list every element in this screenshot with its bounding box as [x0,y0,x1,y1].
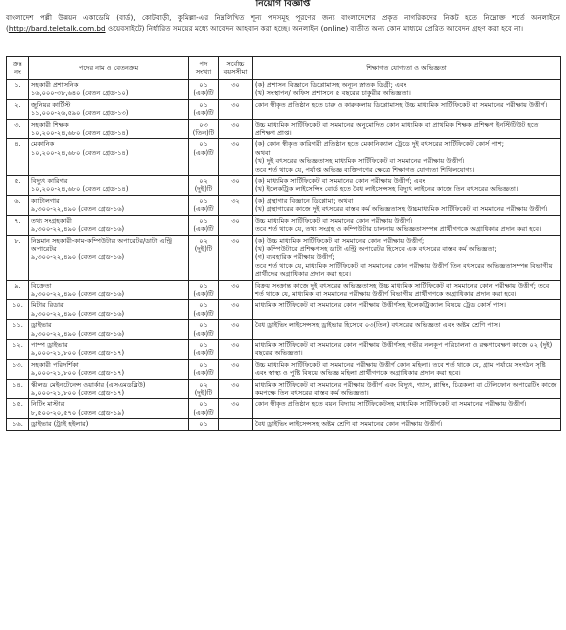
qualification-cell [253,176,561,196]
pay-scale: ১০,২০০-২৪,৬৮০ (বেতন গ্রেড-১৪) [31,129,129,138]
qualification-cell [253,119,561,139]
qualification-cell [253,359,561,379]
vacancy-table [6,56,561,431]
table-row [7,99,561,119]
header-post-and-scale: পদের নাম ও বেতনক্রম [29,57,189,80]
serial-cell: ২. [7,99,29,119]
pay-scale: ১৬,০০০-৩৮,৬৪০ (বেতন গ্রেড-১০) [31,89,129,98]
post-cell [29,379,189,399]
pay-scale: ৯,৩০০-২২,৪৯০ (বেতন গ্রেড-১৬) [31,205,125,214]
qualification-cell [253,195,561,215]
post-count-cell: ০২ (দুই)টি [189,379,219,399]
header-max-age: সর্বোচ্চ বয়সসীমা [219,57,253,80]
table-row [7,280,561,300]
serial-cell: ৮. [7,235,29,280]
serial-cell: ৭. [7,215,29,235]
intro-text-part2: ওয়েবসাইটে) নির্ধারিত সময়ের মধ্যে আবেদন আহবান করা হচ্ছে। অনলাইন (online) ব্যতীত অন্য কোন মাধ্যমে প্রেরিত আবেদন গ্রহণ করা হবে না। [105,24,524,33]
post-cell [29,280,189,300]
qualification-cell [253,379,561,399]
post-name: পাম্প ড্রাইভার [31,340,68,349]
post-cell [29,359,189,379]
post-name: নিম্নমান সহকারী-কাম-কম্পিউটার অপারেটর/ডাটা এন্ট্রি অপারেটর [31,236,173,253]
max-age-cell: ৩০ [219,215,253,235]
qualification-line: অথবা [255,148,271,157]
pay-scale: ১০,২০০-২৪,৬৮০ (বেতন গ্রেড-১৪) [31,185,129,194]
pay-scale: ১০,২০০-২৪,৬৮০ (বেতন গ্রেড-১৪) [31,148,129,157]
notice-intro [6,12,560,34]
qualification-cell [253,99,561,119]
qualification-line: মাধ্যমিক সার্টিফিকেট বা সমমানের পরীক্ষায় উত্তীর্ণ এবং বিদ্যুৎ, গ্যাস, প্লাম্বিং, চিত্রকলা বা টেলিফোন অপারেটিং কাজে কমপক্ষে তিন বৎসরের বাস্তব কর্ম অভিজ্ঞতা। [255,380,557,397]
qualification-cell [253,235,561,280]
qualification-cell [253,139,561,176]
pay-scale: ৯,৩০০-২২,৪৯০ (বেতন গ্রেড-১৬) [31,289,125,298]
qualification-cell [253,419,561,430]
post-count-cell: ০১ (এক)টি [189,215,219,235]
qualification-line: (ক) গ্রন্থাগার বিজ্ঞানে ডিপ্লোমা; অথবা [255,196,354,205]
table-header-row [7,57,561,80]
post-count-cell: ০১ (এক)টি [189,399,219,419]
pay-scale: ৯,৩০০-২২,৪৯০ (বেতন গ্রেড-১৬) [31,253,125,262]
qualification-cell [253,320,561,340]
post-count-cell: ০১ (এক)টি [189,300,219,320]
post-cell [29,139,189,176]
max-age-cell: ৩০ [219,359,253,379]
max-age-cell: ৩০ [219,379,253,399]
post-cell [29,399,189,419]
qualification-line: (গ) ব্যবহারিক পরীক্ষায় উত্তীর্ণ; [255,253,335,262]
qualification-line: কোন স্বীকৃত প্রতিষ্ঠান হতে চারু ও কারুকলায় ডিপ্লোমাসহ উচ্চ মাধ্যমিক সার্টিফিকেট বা সমমানের পরীক্ষায় উত্তীর্ণ। [255,100,548,109]
table-row [7,195,561,215]
post-count-cell: ০১ (এক)টি [189,139,219,176]
post-count-cell: ০১ (এক)টি [189,99,219,119]
post-cell [29,195,189,215]
table-body [7,80,561,431]
post-count-cell: ০১ (এক)টি [189,195,219,215]
pay-scale: ৯,৩০০-২২,৪৯০ (বেতন গ্রেড-১৬) [31,309,125,318]
intro-text-part1: বাংলাদেশ পল্লী উন্নয়ন একাডেমি (বার্ড), কোটবাড়ী, কুমিল্লা-এর নিম্নলিখিত শূন্য পদসমূহ পূরণের জন্য বাংলাদেশের প্রকৃত নাগরিকদের নিকট হতে নিম্নোক্ত শর্তে অনলাইনে ( [6,13,560,33]
post-count-cell: ০১ [189,419,219,430]
serial-cell: ৩. [7,119,29,139]
qualification-line: উচ্চ মাধ্যমিক সার্টিফিকেট বা সমমানের অনুমোদিত কোন মাধ্যমিক বা প্রাথমিক শিক্ষক প্রশিক্ষণ ইনস্টিটিউট হতে প্রশিক্ষণ প্রাপ্ত। [255,120,539,138]
post-name: মিটার রিডার [31,301,64,310]
table-row [7,235,561,280]
serial-cell: ১২. [7,339,29,359]
qualification-line: বিক্রয় সংক্রান্ত কাজে দুই বৎসরের অভিজ্ঞতাসহ উচ্চ মাধ্যমিক সার্টিফিকেট বা সমমানের কোন পরীক্ষায় উত্তীর্ণ; তবে শর্ত থাকে যে, মাধ্যমিক বা সমমানের পরীক্ষায় উত্তীর্ণ বিভাগীয় প্রার্থীগণকে অগ্রাধিকার প্রদান করা হবে। [255,281,550,298]
serial-cell: ১০. [7,300,29,320]
post-cell [29,99,189,119]
serial-cell: ৯. [7,280,29,300]
pay-scale: ৯,৩০০-২২,৪৯০ (বেতন গ্রেড-১৬) [31,225,125,234]
post-name: বিক্রেতা [31,281,52,290]
qualification-cell [253,339,561,359]
post-cell [29,300,189,320]
max-age-cell: ৩০ [219,339,253,359]
post-count-cell: ০১ (এক)টি [189,320,219,340]
post-cell [29,320,189,340]
max-age-cell: ৩০ [219,280,253,300]
table-row [7,399,561,419]
post-name: ড্রাইভার (ট্রাই হইলার) [31,420,89,429]
max-age-cell: ৩০ [219,119,253,139]
table-row [7,215,561,235]
notice-title: নিয়োগ বিজ্ঞপ্তি [255,0,311,9]
post-name: নিটিং মাস্টার [31,400,65,409]
pay-scale: ৯,০০০-২১,৮০০ (বেতন গ্রেড-১৭) [31,349,125,358]
qualification-line: মাধ্যমিক সার্টিফিকেট বা সমমানের কোন পরীক্ষায় উত্তীর্ণসহ গভীর নলকূপ পরিচালনা ও রক্ষণাবেক্ষণ কাজে ০২ (দুই) বছরের অভিজ্ঞতা। [255,340,553,358]
qualification-line: বৈধ ড্রাইভিং লাইসেন্সসহ অষ্টম শ্রেণি বা সমমানের কোন পরীক্ষায় উত্তীর্ণ। [255,420,443,429]
post-name: জুনিয়র কার্টিস্ট [31,100,71,109]
table-row [7,119,561,139]
qualification-line: তবে শর্ত থাকে যে, তথ্য সংগ্রহ ও কম্পিউটার চালনায় অভিজ্ঞতাসম্পন্ন প্রার্থীগণকে অগ্রাধিকার প্রদান করা হবে। [255,225,542,234]
max-age-cell: ৩০ [219,176,253,196]
qualification-cell [253,80,561,100]
serial-cell: ১৩. [7,359,29,379]
max-age-cell: ৩০ [219,320,253,340]
header-post-count: পদ সংখ্যা [189,57,219,80]
header-serial: ক্রঃ নং [7,57,29,80]
pay-scale: ৯,৩০০-২২,৪৯০ (বেতন গ্রেড-১৬) [31,329,125,338]
post-cell [29,339,189,359]
qualification-line: তবে শর্ত থাকে যে, মাধ্যমিক সার্টিফিকেট বা সমমানের কোন পরীক্ষায় উত্তীর্ণ তিন বৎসরের অভিজ্ঞতাসম্পন্ন বিভাগীয় প্রার্থীদের অগ্রাধিকার প্রদান করা হবে। [255,261,553,279]
table-row [7,176,561,196]
table-row [7,379,561,399]
post-name: সহকারী পরিদর্শিকা [31,360,79,369]
table-row [7,139,561,176]
qualification-line: (ক) মাধ্যমিক সার্টিফিকেট বা সমমানের কোন পরীক্ষায় উত্তীর্ণ; এবং [255,177,426,186]
serial-cell: ১৪. [7,379,29,399]
qualification-line: কোন স্বীকৃত প্রতিষ্ঠান হতে বয়ন বিদ্যায় সার্টিফিকেটসহ মাধ্যমিক সার্টিফিকেট বা সমমানের পরীক্ষায় উত্তীর্ণ। [255,400,527,409]
serial-cell: ১১. [7,320,29,340]
post-count-cell: ০১ (এক)টি [189,339,219,359]
table-row [7,80,561,100]
post-count-cell: ০১ (এক)টি [189,280,219,300]
post-name: ক্যাটালগার [31,196,60,205]
qualification-cell [253,300,561,320]
post-name: সহকারী শিক্ষক [31,120,69,129]
qualification-line: উচ্চ মাধ্যমিক সার্টিফিকেট বা সমমানের কোন পরীক্ষায় উত্তীর্ণ। [255,216,413,225]
post-name: স্কীলড মেইনটেনেন্স ওয়ার্কার (এসএমডব্লিউ) [31,380,146,389]
qualification-line: (ক) প্রশাসন বিজ্ঞানে ডিপ্লোমাসহ অন্যূন স্নাতক ডিগ্রী; এবং [255,81,407,89]
post-cell [29,176,189,196]
post-name: তথ্য সংগ্রহকারী [31,216,72,225]
max-age-cell [219,419,253,430]
serial-cell: ১৬. [7,419,29,430]
max-age-cell: ৩০ [219,139,253,176]
serial-cell: ৬. [7,195,29,215]
max-age-cell: ৩০ [219,235,253,280]
serial-cell: ১৫. [7,399,29,419]
table-row [7,339,561,359]
post-cell [29,119,189,139]
post-count-cell: ০২ (দুই)টি [189,235,219,280]
pay-scale: ৯,০০০-২১,৮০০ (বেতন গ্রেড-১৭) [31,389,125,397]
qualification-line: (ক) কোন স্বীকৃত কারিগরী প্রতিষ্ঠান হতে মেকানিক্যাল ট্রেডে দুই বৎসরের সার্টিফিকেট কোর্স পাশ; [255,140,504,149]
table-row [7,419,561,430]
post-cell [29,235,189,280]
max-age-cell: ৩০ [219,99,253,119]
table-row [7,300,561,320]
header-qualification: শিক্ষাগত যোগ্যতা ও অভিজ্ঞতা [253,57,561,80]
qualification-line: উচ্চ মাধ্যমিক সার্টিফিকেট বা সমমানের পরীক্ষায় উত্তীর্ণ কোন মহিলা। তবে শর্ত থাকে যে, গ্রাম পর্যায়ে সংগঠন সৃষ্টি এবং স্বাস্থ্য ও পুষ্টি বিষয়ে অভিজ্ঞ মহিলা প্রার্থীগণকে অগ্রাধিকার প্রদান করা হবে। [255,360,546,378]
post-name: মেকানিক [31,140,55,149]
qualification-line: (খ) কম্পিউটারে প্রশিক্ষণসহ ডাটা এন্ট্রি অপারেটর হিসেবে এক বৎসরের বাস্তব কর্ম অভিজ্ঞতা; [255,244,497,253]
max-age-cell: ৩০ [219,80,253,100]
post-count-cell: ০৩ (তিন)টি [189,119,219,139]
serial-cell: ৪. [7,139,29,176]
post-count-cell: ০১ (এক)টি [189,80,219,100]
qualification-cell [253,399,561,419]
max-age-cell: ৩০ [219,300,253,320]
max-age-cell: ৩২ [219,195,253,215]
qualification-line: তবে শর্ত থাকে যে, পর্যাপ্ত অভিজ্ঞ ব্যক্তিগণের ক্ষেত্রে শিক্ষাগত যোগ্যতা শিথিলযোগ্য। [255,165,475,174]
post-name: ড্রাইভার [31,321,52,330]
post-count-cell: ০২ (দুই)টি [189,176,219,196]
qualification-line: (খ) গ্রন্থাগারের কাজে দুই বৎসরের বাস্তব কর্ম অভিজ্ঞতাসহ উচ্চমাধ্যমিক সার্টিফিকেট বা সমমানের পরীক্ষায় উত্তীর্ণ। [255,205,548,214]
qualification-cell [253,280,561,300]
post-cell [29,215,189,235]
pay-scale: ৯,০০০-২১,৮০০ (বেতন গ্রেড-১৭) [31,369,125,378]
serial-cell: ১. [7,80,29,100]
pay-scale: ১১,০০০-২৬,৫৯০ (বেতন গ্রেড-১৩) [31,109,129,118]
qualification-line: বৈধ ড্রাইভিং লাইসেন্সসহ ড্রাইভার হিসেবে ০৩(তিন) বৎসরের অভিজ্ঞতা এবং অষ্টম শ্রেণি পাস। [255,321,501,330]
serial-cell: ৫. [7,176,29,196]
pay-scale: ৮,৫০০-২০,৫৭০ (বেতন গ্রেড-১৯) [31,408,125,417]
table-row [7,320,561,340]
qualification-line: (খ) সংস্থাপন/ অফিস প্রশাসনে ৫ বছরের চাকুরীর অভিজ্ঞতা। [255,89,411,98]
post-name: বিদ্যুৎ কারিগর [31,177,68,186]
application-website-link[interactable]: http://bard.teletalk.com.bd [8,24,106,33]
post-cell [29,80,189,100]
qualification-line: (খ) দুই বৎসরের অভিজ্ঞতাসহ মাধ্যমিক সার্টিফিকেট বা সমমানের পরীক্ষায় উত্তীর্ণ। [255,157,465,166]
qualification-line: মাধ্যমিক সার্টিফিকেট বা সমমানের কোন পরীক্ষায় উত্তীর্ণসহ ইলেকট্রিক্যাল বিষয়ে ট্রেড কোর্স পাস। [255,301,507,310]
max-age-cell: ৩০ [219,399,253,419]
post-cell [29,419,189,430]
qualification-cell [253,215,561,235]
post-name: সহকারী প্রশাসনিক [31,81,79,89]
table-row [7,359,561,379]
qualification-line: (ক) উচ্চ মাধ্যমিক সার্টিফিকেট বা সমমানের কোন পরীক্ষায় উত্তীর্ণ; [255,236,425,245]
qualification-line: (খ) ইলেকট্রিক লাইসেন্সিং বোর্ড হতে বৈধ লাইসেন্সসহ বিদ্যুৎ লাইনের কাজে তিন বৎসরের অভিজ্ঞতা। [255,185,519,194]
post-count-cell: ০১ (এক)টি [189,359,219,379]
